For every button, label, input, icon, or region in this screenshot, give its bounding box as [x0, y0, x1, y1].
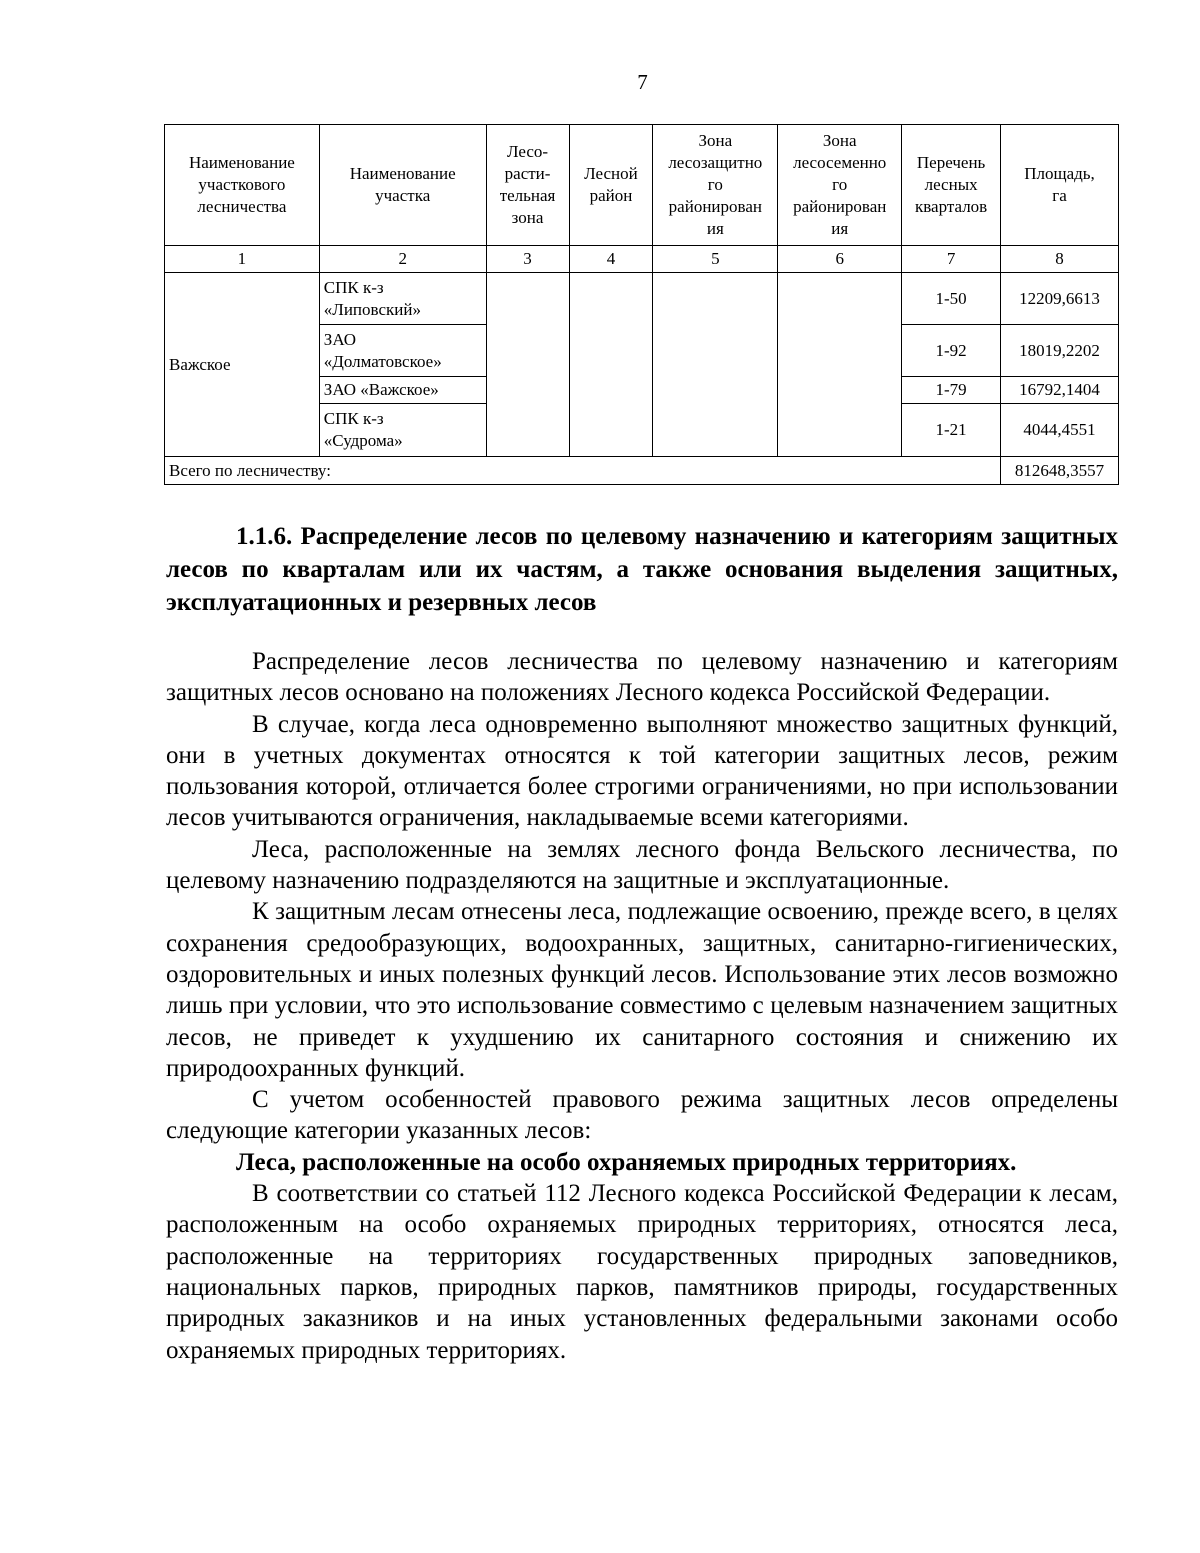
cell-text-line: га [1052, 186, 1067, 205]
cell-text-line: СПК к-з [323, 277, 384, 297]
paragraph: В соответствии со статьей 112 Лесного кодекса Российской Федерации к лесам, расположенным на особо охраняемых природных территориях, относятся леса, расположенные на территориях государственных природных заповедников, национальных парков, природных парков, памятников природы, государственных природных заказников и на иных установленных федеральными законами особо охраняемых природных территориях. [166, 1180, 1118, 1364]
cell-text-line: лесозащитно [668, 153, 763, 172]
quarters-cell: 1-79 [902, 377, 1001, 404]
area-cell: 12209,6613 [1001, 273, 1119, 325]
cell-text-line: Площадь, [1024, 164, 1095, 183]
section-heading-text: 1.1.6. Распределение лесов по целевому назначению и категориям защитных лесов по кварталам или их частям, а также основания выделения защитных, эксплуатационных и резервных лесов [166, 523, 1118, 616]
cell-text-line: СПК к-з [323, 409, 384, 428]
column-number-row [165, 246, 1119, 273]
forest-sites-table [164, 124, 1119, 485]
area-cell: 4044,4551 [1001, 404, 1119, 457]
quarters-cell: 1-21 [902, 404, 1001, 457]
section-heading [166, 520, 1118, 619]
cell-text-line: Наименование [188, 153, 295, 172]
area-cell: 16792,1404 [1001, 377, 1119, 404]
paragraph: В случае, когда леса одновременно выполняют множество защитных функций, они в учетных документах относятся к той категории защитных лесов, режим пользования которой, отличается более строгими ограничениями, но при использовании лесов учитываются ограничения, накладываемые всеми категориями. [166, 710, 1118, 832]
cell-text-line: «Судрома» [323, 431, 403, 450]
column-number: 8 [1001, 246, 1119, 273]
cell-text-line: ЗАО «Важское» [323, 380, 439, 399]
cell-text-line: го [707, 175, 723, 194]
total-label: Всего по лесничеству: [165, 457, 1001, 485]
column-number: 4 [569, 246, 653, 273]
column-number: 1 [165, 246, 320, 273]
header-cell [319, 125, 486, 246]
cell-text-line: лесосеменно [793, 153, 887, 172]
quarters-cell: 1-92 [902, 325, 1001, 377]
cell-text-line: «Липовский» [323, 299, 421, 319]
table-row [165, 273, 1119, 325]
quarters-cell: 1-50 [902, 273, 1001, 325]
cell-text-line: зона [511, 208, 544, 227]
cell-text-line: Наименование [349, 164, 456, 183]
header-cell [569, 125, 653, 246]
site-name-cell [319, 377, 486, 404]
header-cell [778, 125, 902, 246]
cell-text-line: ия [831, 219, 849, 238]
cell-text-line: районирован [793, 197, 887, 216]
header-cell [653, 125, 778, 246]
column-number: 3 [486, 246, 569, 273]
site-name-cell [319, 325, 486, 377]
header-cell [902, 125, 1001, 246]
column-number: 2 [319, 246, 486, 273]
cell-text-line: расти- [504, 164, 551, 183]
table-header-row [165, 125, 1119, 246]
forestry-name-cell: Важское [165, 273, 320, 457]
page-number: 7 [637, 70, 648, 94]
total-row [165, 457, 1119, 485]
cell-text-line: Перечень [916, 153, 986, 172]
cell-text-line: район [589, 186, 633, 205]
column-number: 5 [653, 246, 778, 273]
column-number: 7 [902, 246, 1001, 273]
header-cell [1001, 125, 1119, 246]
site-name-cell [319, 273, 486, 325]
cell-text-line: Зона [698, 131, 733, 150]
cell-text-line: го [832, 175, 848, 194]
header-cell [165, 125, 320, 246]
subheading: Леса, расположенные на особо охраняемых природных территориях. [236, 1148, 1017, 1176]
cell-text-line: ЗАО [323, 329, 357, 349]
area-cell: 18019,2202 [1001, 325, 1119, 377]
cell-text-line: районирован [668, 197, 762, 216]
header-cell [486, 125, 569, 246]
empty-cell [569, 273, 653, 457]
cell-text-line: участкового [198, 175, 286, 194]
cell-text-line: кварталов [914, 197, 988, 216]
empty-cell [486, 273, 569, 457]
cell-text-line: ия [706, 219, 724, 238]
site-name-cell [319, 404, 486, 457]
cell-text-line: лесничества [197, 197, 287, 216]
paragraph: Леса, расположенные на землях лесного фонда Вельского лесничества, по целевому назначению подразделяются на защитные и эксплуатационные. [166, 835, 1118, 895]
column-number: 6 [778, 246, 902, 273]
cell-text-line: «Долматовское» [323, 351, 442, 371]
body-text [166, 646, 1118, 1366]
cell-text-line: Зона [822, 131, 857, 150]
paragraph: К защитным лесам отнесены леса, подлежащие освоению, прежде всего, в целях сохранения средообразующих, водоохранных, защитных, санитарно-гигиенических, оздоровительных и иных полезных функций лесов. Использование этих лесов возможно лишь при условии, что это использование совместимо с целевым назначением защитных лесов, не приведет к ухудшению их санитарного состояния и снижению их природоохранных функций. [166, 898, 1118, 1082]
empty-cell [778, 273, 902, 457]
cell-text-line: тельная [499, 186, 556, 205]
cell-text-line: участка [375, 186, 431, 205]
paragraph: Распределение лесов лесничества по целевому назначению и категориям защитных лесов основано на положениях Лесного кодекса Российской Федерации. [166, 648, 1118, 707]
empty-cell [653, 273, 778, 457]
cell-text-line: Лесо- [507, 142, 549, 161]
cell-text-line: Лесной [584, 164, 638, 183]
paragraph: С учетом особенностей правового режима защитных лесов определены следующие категории указанных лесов: [166, 1086, 1118, 1145]
cell-text-line: лесных [924, 175, 978, 194]
total-value: 812648,3557 [1001, 457, 1119, 485]
